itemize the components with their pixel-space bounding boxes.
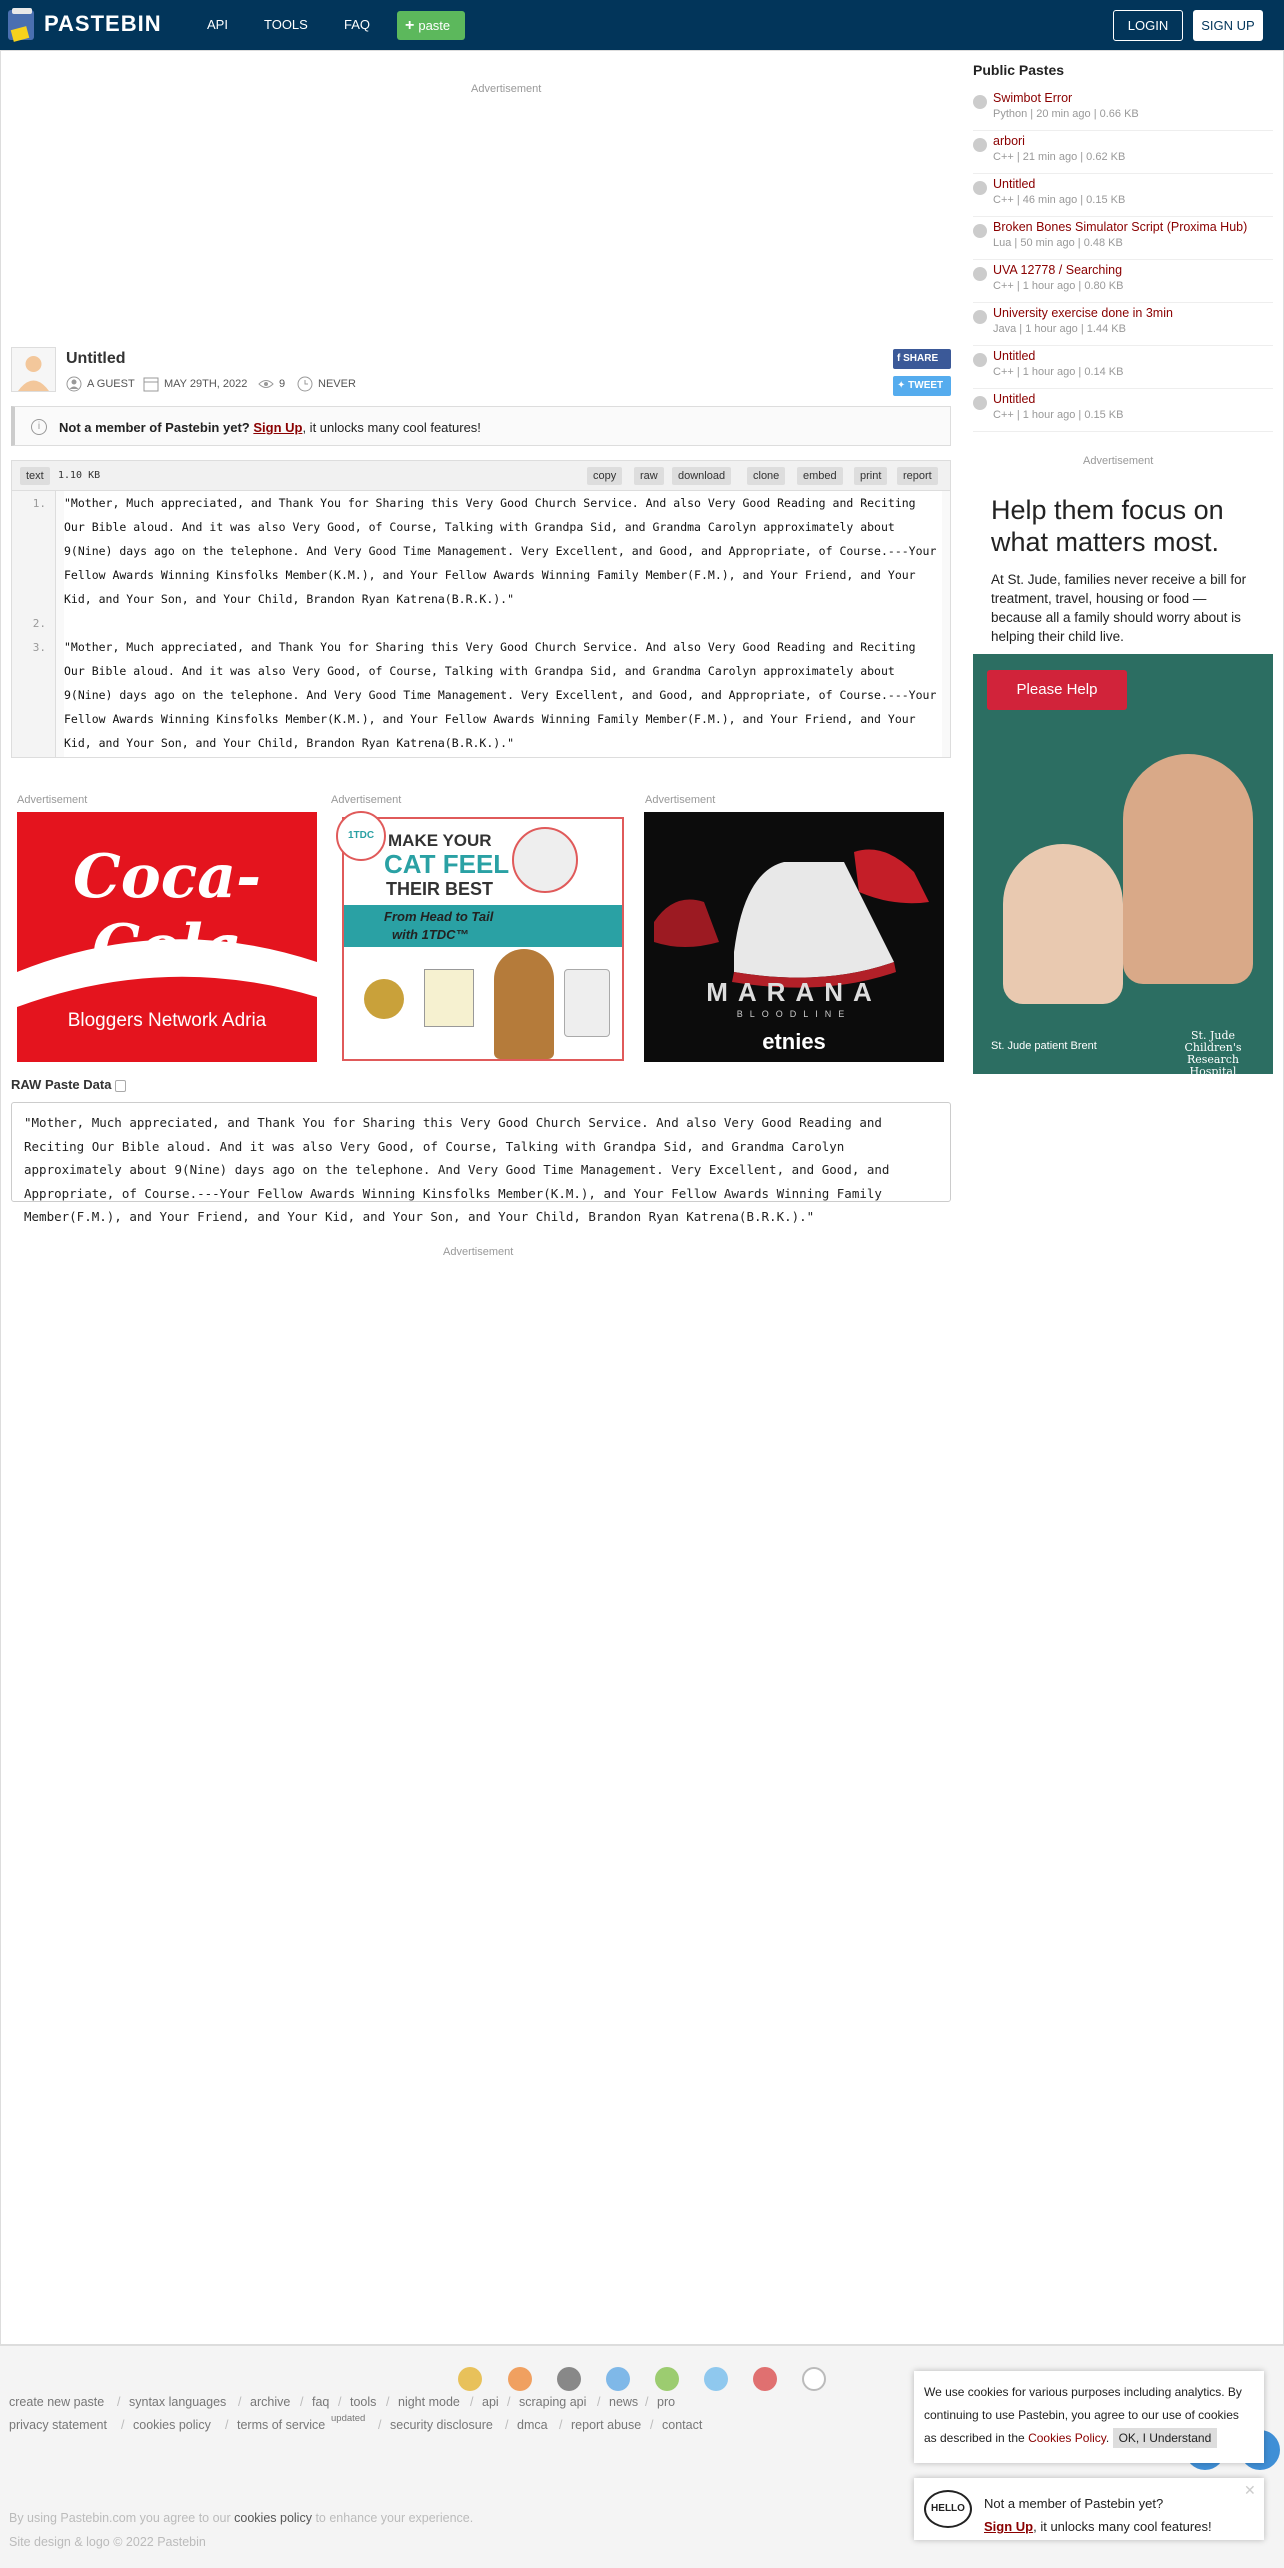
cookie-ok-button[interactable]: OK, I Understand [1113,2428,1218,2448]
footer-link[interactable]: syntax languages [129,2395,227,2409]
cookie-consent-popup [914,2371,1264,2463]
paste-meta: C++ | 1 hour ago | 0.80 KB [993,280,1124,292]
firefox-icon[interactable] [508,2367,532,2391]
footer-separator: / [121,2418,125,2432]
notice-signup-link[interactable]: Sign Up [253,420,303,435]
paste-meta: C++ | 21 min ago | 0.62 KB [993,151,1126,163]
notice-rest: , it unlocks many cool features! [302,420,481,435]
close-icon[interactable]: ✕ [1244,2482,1256,2498]
footer-link[interactable]: cookies policy [133,2418,211,2432]
chrome-icon[interactable] [458,2367,482,2391]
footer-separator: / [300,2395,304,2409]
paste-link[interactable]: Broken Bones Simulator Script (Proxima Hub) [993,220,1248,234]
notice-bold: Not a member of Pastebin yet? [59,420,250,435]
twitter-tweet-button[interactable] [893,376,951,396]
signup-button[interactable]: SIGN UP [1193,10,1263,41]
tdc-brand-badge: 1TDC [336,811,386,861]
award-badge-icon [364,979,404,1019]
paste-link[interactable]: University exercise done in 3min [993,306,1173,320]
paste-views: 9 [279,378,286,390]
list-item[interactable] [973,91,1273,131]
list-item[interactable] [973,134,1273,174]
code-viewer [11,460,951,758]
raw-button[interactable]: raw [634,467,664,485]
cat-photo-circle [512,827,578,893]
shoe-subtitle: BLOODLINE [736,1009,852,1019]
footer-separator: / [117,2395,121,2409]
calendar-icon [143,376,159,392]
windows-icon[interactable] [606,2367,630,2391]
facebook-share-button[interactable] [893,349,951,369]
footer-separator: / [470,2395,474,2409]
footer-link[interactable]: faq [312,2395,330,2409]
footer-separator: / [386,2395,390,2409]
logo-text[interactable]: PASTEBIN [44,11,162,36]
footer-link[interactable]: tools [350,2395,377,2409]
share-label: SHARE [903,353,939,364]
ad-label-2: Advertisement [331,794,402,806]
nav-tools[interactable]: TOOLS [264,17,308,32]
code-line [64,611,942,635]
footer-link[interactable]: pro [657,2395,676,2409]
line-number: 1. [32,497,46,510]
cat-teal-banner [344,905,622,947]
paste-link[interactable]: arbori [993,134,1025,148]
paste-expiry: NEVER [318,378,356,390]
opera-icon[interactable] [753,2367,777,2391]
paste-meta: Lua | 50 min ago | 0.48 KB [993,237,1123,249]
st-jude-body: At St. Jude, families never receive a bill for treatment, travel, housing or food — because all a family should worry about is helping their child live. [991,572,1247,644]
apple-icon[interactable] [557,2367,581,2391]
login-button[interactable]: LOGIN [1113,10,1183,41]
cat-title-1: MAKE YOUR [388,831,492,850]
st-jude-headline: Help them focus on what matters most. [991,495,1224,557]
ad-label-bottom: Advertisement [443,1246,514,1258]
android-icon[interactable] [655,2367,679,2391]
footer-copyright: Site design & logo © 2022 Pastebin [9,2535,206,2549]
list-item[interactable] [973,177,1273,217]
cat-sub-2: with 1TDC™ [392,927,469,942]
cat-supplement-ad[interactable] [342,817,624,1061]
code-line: "Mother, Much appreciated, and Thank You for Sharing this Very Good Church Service. And also Very Good Reading and Reciting Our Bible aloud. And it was also Very Good, of Course, Talking with Grandpa Sid, and Grandma Carolyn approximately about 9(Nine) days ago on the telephone. And Very Good Time Management. Very Excellent, and Good, and Appropriate, of Course.---Your Fellow Awards Winning Kinsfolks Member(K.M.), and Your Fellow Awards Winning Family Member(F.M.), and Your Friend, and Your Kid, and Your Son, and Your Child, Brandon Ryan Katrena(B.R.K.)." [64,635,942,757]
footer-separator: / [505,2418,509,2432]
cookie-text: We use cookies for various purposes including analytics. By continuing to use Pastebin, you agree to our use of cookies as described in the Cookies Policy. OK, I Understand [924,2381,1254,2450]
paste-icon [973,95,987,109]
footer-link[interactable]: create new paste [9,2395,105,2409]
twitter-footer-icon[interactable] [704,2367,728,2391]
etnies-shoe-ad[interactable] [644,812,944,1062]
bubble-text [984,2492,1212,2538]
paste-size: 1.10 KB [58,470,101,481]
user-icon [66,376,82,392]
paste-link[interactable]: UVA 12778 / Searching [993,263,1123,277]
footer-separator: / [338,2395,342,2409]
footer-link[interactable]: report abuse [571,2418,642,2432]
eye-icon [258,376,274,392]
paste-meta: Java | 1 hour ago | 1.44 KB [993,323,1126,335]
footer-link[interactable]: security disclosure [390,2418,493,2432]
report-button[interactable]: report [897,467,938,485]
parent-figure [1123,754,1253,984]
agree-post: to enhance your experience. [315,2511,474,2525]
paste-link[interactable]: Untitled [993,177,1036,191]
copy-icon[interactable] [115,1080,126,1092]
nav-faq[interactable]: FAQ [344,17,371,32]
paste-meta: Python | 20 min ago | 0.66 KB [993,108,1139,120]
top-header [0,0,1284,50]
print-button[interactable]: print [854,467,887,485]
avatar [11,347,56,392]
bubble-line1: Not a member of Pastebin yet? [984,2496,1164,2511]
st-jude-caption: St. Jude patient Brent [991,1040,1097,1052]
paste-icon [973,396,987,410]
paste-date: MAY 29TH, 2022 [164,378,248,390]
paste-icon [973,224,987,238]
bubble-rest: , it unlocks many cool features! [1033,2519,1212,2534]
paste-meta: C++ | 1 hour ago | 0.14 KB [993,366,1124,378]
list-item[interactable] [973,349,1273,389]
paste-icon [973,353,987,367]
paste-icon [973,181,987,195]
st-jude-org: St. Jude Children's Research Hospital [1184,1029,1242,1078]
line-number: 2. [32,617,46,630]
footer-separator: / [650,2418,654,2432]
cat-sub-1: From Head to Tail [384,909,494,924]
copy-button[interactable]: copy [587,467,622,485]
cookie-message: We use cookies for various purposes including analytics. By continuing to use Pastebin, you agree to our use of cookies as described in the [924,2385,1242,2445]
coca-cola-ad[interactable] [17,812,317,1062]
st-jude-photo [973,654,1273,1074]
twitter-icon: ✦ [897,380,909,391]
paste-link[interactable]: Untitled [993,392,1036,406]
raw-paste-title [11,1077,126,1092]
coca-cola-subtitle: Bloggers Network Adria [67,1010,267,1031]
ad-label-side: Advertisement [1083,455,1154,467]
footer-separator: / [378,2418,382,2432]
tweet-label: TWEET [908,380,944,391]
shoe-title: MARANA [706,977,882,1007]
ad-label-1: Advertisement [17,794,88,806]
raw-title-text: RAW Paste Data [11,1077,112,1092]
paste-button-label: paste [418,18,451,33]
notice-text [59,420,481,435]
etnies-logo: etnies [762,1029,826,1054]
line-number: 3. [32,641,46,654]
new-paste-button[interactable] [397,11,465,40]
list-item[interactable] [973,220,1273,260]
footer-link[interactable]: night mode [398,2395,460,2409]
plus-icon: + [405,17,415,34]
paste-icon [973,138,987,152]
footer-link[interactable]: terms of service [237,2418,326,2432]
agree-pre: By using Pastebin.com you agree to our [9,2511,231,2525]
cat-title-2: CAT FEEL [384,849,510,879]
vivaldi-icon[interactable] [802,2367,826,2391]
st-jude-ad[interactable] [973,474,1273,1078]
nav-api[interactable]: API [207,17,228,32]
ad-label-3: Advertisement [645,794,716,806]
child-figure [1003,844,1123,1004]
cat-title-3: THEIR BEST [386,879,494,899]
footer-separator: / [225,2418,229,2432]
embed-button[interactable]: embed [797,467,843,485]
coca-cola-logo: Coca-Cola [72,842,262,982]
hello-icon: HELLO [924,2490,972,2528]
paste-meta: C++ | 1 hour ago | 0.15 KB [993,409,1124,421]
facebook-icon: f [897,353,904,364]
footer-separator: / [559,2418,563,2432]
footer-link[interactable]: dmca [517,2418,548,2432]
paste-icon [973,310,987,324]
footer-link[interactable]: contact [662,2418,703,2432]
footer-separator: / [597,2395,601,2409]
paste-author[interactable]: A GUEST [87,378,135,390]
ad-label-top: Advertisement [471,83,542,95]
signup-promo-bubble [914,2478,1264,2540]
signup-notice [11,406,951,446]
tos-updated-badge: updated [331,2413,366,2424]
footer-link[interactable]: archive [250,2395,291,2409]
cat-figure [494,949,554,1059]
cookies-policy-link[interactable]: cookies policy [234,2511,312,2525]
book-cover-icon [424,969,474,1027]
footer-separator: / [507,2395,511,2409]
code-line: "Mother, Much appreciated, and Thank You for Sharing this Very Good Church Service. And also Very Good Reading and Reciting Our Bible aloud. And it was also Very Good, of Course, Talking with Grandpa Sid, and Grandma Carolyn approximately about 9(Nine) days ago on the telephone. And Very Good Time Management. Very Excellent, and Good, and Appropriate, of Course.---Your Fellow Awards Winning Kinsfolks Member(K.M.), and Your Fellow Awards Winning Family Member(F.M.), and Your Friend, and Your Kid, and Your Son, and Your Child, Brandon Ryan Katrena(B.R.K.)." [64,491,942,611]
guest-avatar-icon [12,348,55,391]
download-button[interactable]: download [672,467,731,485]
paste-link[interactable]: Swimbot Error [993,91,1073,105]
please-help-button[interactable]: Please Help [987,670,1127,710]
shoe-image-icon [644,812,944,1062]
footer-agreement [9,2511,473,2525]
code-toolbar [12,461,950,491]
cookies-policy-popup-link[interactable]: Cookies Policy [1028,2431,1106,2445]
clock-icon [297,376,313,392]
public-pastes-title: Public Pastes [973,62,1065,78]
list-item[interactable] [973,392,1273,432]
footer-link[interactable]: api [482,2395,499,2409]
clone-button[interactable]: clone [747,467,785,485]
paste-meta: C++ | 46 min ago | 0.15 KB [993,194,1126,206]
footer-separator: / [238,2395,242,2409]
paste-title: Untitled [66,350,126,367]
paste-icon [973,267,987,281]
footer-separator: / [645,2395,649,2409]
paste-link[interactable]: Untitled [993,349,1036,363]
bubble-signup-link[interactable]: Sign Up [984,2519,1034,2534]
pastebin-logo-icon[interactable] [6,6,38,44]
footer-link[interactable]: scraping api [519,2395,587,2409]
footer-link[interactable]: privacy statement [9,2418,107,2432]
footer-link[interactable]: news [609,2395,639,2409]
raw-paste-textarea[interactable]: "Mother, Much appreciated, and Thank You for Sharing this Very Good Church Service. And also Very Good Reading and Reciting Our Bible aloud. And it was also Very Good, of Course, Talking with Grandpa Sid, and Grandma Carolyn approximately about 9(Nine) days ago on the telephone. And Very Good Time Management. Very Excellent, and Good, and Appropriate, of Course.---Your Fellow Awards Winning Kinsfolks Member(K.M.), and Your Fellow Awards Winning Family Member(F.M.), and Your Friend, and Your Kid, and Your Son, and Your Child, Brandon Ryan Katrena(B.R.K.)." [11,1102,951,1202]
info-icon: i [31,419,47,435]
list-item[interactable] [973,306,1273,346]
syntax-tag[interactable]: text [20,467,50,485]
supplement-bottle-icon [564,969,610,1037]
list-item[interactable] [973,263,1273,303]
